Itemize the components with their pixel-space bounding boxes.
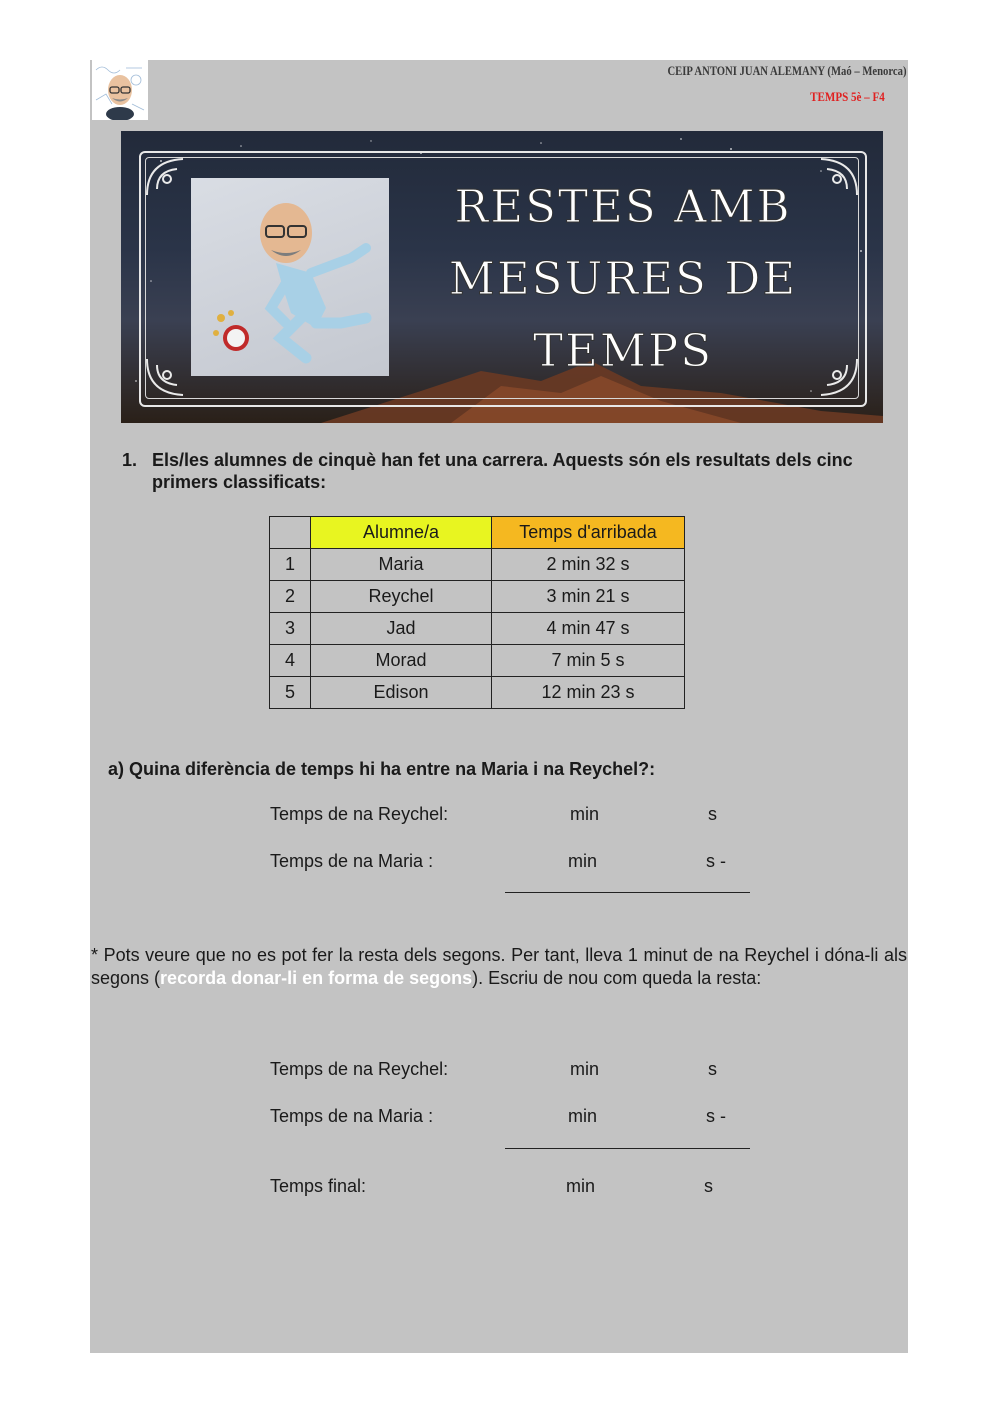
calc2-maria-label: Temps de na Maria :	[270, 1106, 434, 1126]
calc1-maria-label: Temps de na Maria :	[270, 851, 434, 871]
table-cell: 12 min 23 s	[492, 677, 685, 709]
calc1-reychel-min-unit: min	[570, 804, 600, 824]
table-header-cell	[270, 517, 311, 549]
table-row	[270, 677, 685, 709]
calc2-result-line	[505, 1148, 750, 1149]
note-text-start: * Pots veure que no es pot fer la resta dels segons. Per tant, lleva 1 minut de na Reychel i dóna-li als segons (	[91, 945, 907, 988]
calc2-maria-min-unit: min	[568, 1106, 598, 1126]
table-row	[270, 613, 685, 645]
table-header-row	[270, 517, 685, 549]
calc1-maria-min-unit: min	[568, 851, 598, 871]
note-text-end: ). Escriu de nou com queda la resta:	[472, 968, 762, 988]
worksheet-code: TEMPS 5è – F4	[810, 89, 885, 104]
corner-swirl-icon	[143, 355, 187, 399]
table-cell: 3 min 21 s	[492, 581, 685, 613]
calc2-final-s-unit: s	[704, 1176, 713, 1196]
banner-title-line: MESURES DE	[448, 252, 798, 305]
calc1-reychel-label: Temps de na Reychel:	[270, 804, 449, 824]
banner-title-line: RESTES AMB	[454, 180, 792, 233]
calc1-result-line	[505, 892, 750, 893]
question-a: a) Quina diferència de temps hi ha entre na Maria i na Reychel?:	[108, 759, 656, 779]
note-highlight: recorda donar-li en forma de segons	[160, 968, 473, 988]
table-header-cell: Temps d'arribada	[492, 517, 685, 549]
table-cell: Reychel	[311, 581, 492, 613]
calc1-maria-s-minus: s -	[706, 851, 726, 871]
school-name: CEIP ANTONI JUAN ALEMANY (Maó – Menorca)	[667, 63, 907, 78]
table-cell: 7 min 5 s	[492, 645, 685, 677]
table-row	[270, 645, 685, 677]
running-character-illustration	[191, 178, 389, 376]
table-cell: Maria	[311, 549, 492, 581]
table-header-cell: Alumne/a	[311, 517, 492, 549]
table-row	[270, 581, 685, 613]
table-row	[270, 549, 685, 581]
table-cell: 2	[270, 581, 311, 613]
calc2-reychel-label: Temps de na Reychel:	[270, 1059, 449, 1079]
table-cell: 1	[270, 549, 311, 581]
corner-swirl-icon	[143, 155, 187, 199]
table-cell: 4 min 47 s	[492, 613, 685, 645]
calc2-maria-s-minus: s -	[706, 1106, 726, 1126]
race-results-table	[269, 516, 685, 709]
instruction-note	[91, 944, 907, 990]
table-cell: 3	[270, 613, 311, 645]
table-cell: Morad	[311, 645, 492, 677]
calc1-reychel-s-unit: s	[708, 804, 717, 824]
table-cell: 2 min 32 s	[492, 549, 685, 581]
table-cell: Jad	[311, 613, 492, 645]
question-text: Els/les alumnes de cinquè han fet una carrera. Aquests són els resultats dels cinc primers classificats:	[152, 450, 853, 492]
title-banner	[121, 131, 883, 423]
teacher-avatar-logo	[92, 60, 148, 120]
banner-title	[413, 171, 833, 387]
table-cell: Edison	[311, 677, 492, 709]
calc2-final-label: Temps final:	[270, 1176, 367, 1196]
calc2-reychel-min-unit: min	[570, 1059, 600, 1079]
calc2-reychel-s-unit: s	[708, 1059, 717, 1079]
table-cell: 4	[270, 645, 311, 677]
question-number: 1.	[122, 450, 138, 470]
table-cell: 5	[270, 677, 311, 709]
banner-title-line: TEMPS	[532, 324, 714, 377]
calc2-final-min-unit: min	[566, 1176, 596, 1196]
